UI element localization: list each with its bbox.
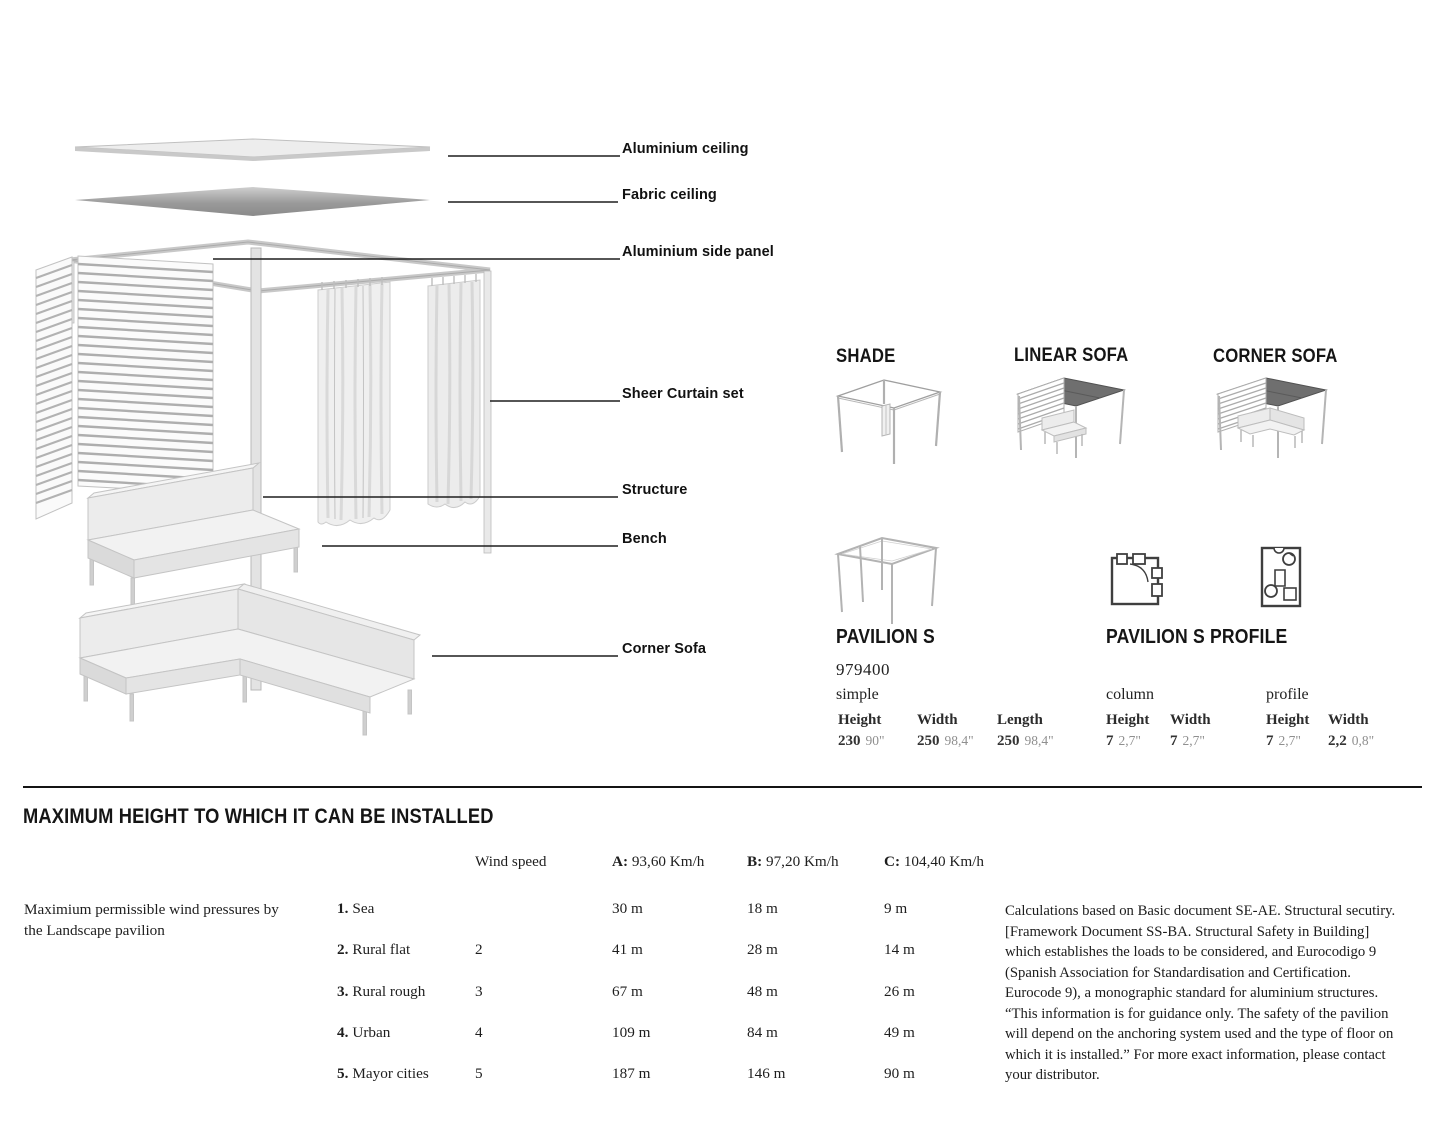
- section-divider: [23, 786, 1422, 788]
- beam-profile-icon: [1256, 542, 1306, 612]
- shade-thumbnail: [832, 372, 947, 467]
- calculation-disclaimer: Calculations based on Basic document SE-AE. Structural secutiry. [Framework Document SS-BA. Structural Safety in Building] which establishes the loads to be considered, and Eurocodigo 9 (Spanish Association for Standardisation and Certification. Eurocode 9), a monographic standard for aluminium structures. “This information is for guidance only. The safety of the pavilion will depend on the anchoring system used and the type of floor on which it is installed.” For more exact information, please contact your distributor.: [1005, 903, 1396, 1083]
- dim-value: 230 90": [838, 733, 885, 749]
- dim-header: Height: [838, 712, 882, 728]
- pavilion-s-profile-title: PAVILION S PROFILE: [1106, 626, 1288, 648]
- col-header-b: B: 97,20 Km/h: [747, 853, 839, 870]
- dim-value: 250 98,4": [997, 733, 1054, 749]
- variant-title-corner-sofa: CORNER SOFA: [1213, 346, 1338, 367]
- corner-sofa-thumbnail: [1212, 368, 1332, 463]
- dim-value: 7 2,7": [1266, 733, 1301, 749]
- dim-header: Width: [1170, 712, 1211, 728]
- dim-value: 7 2,7": [1106, 733, 1141, 749]
- pavilion-s-title: PAVILION S: [836, 626, 935, 648]
- column-group-label: column: [1106, 686, 1154, 703]
- dim-value: 250 98,4": [917, 733, 974, 749]
- column-profile-icon: [1106, 548, 1170, 610]
- profile-group-label: profile: [1266, 686, 1309, 703]
- product-sku: 979400: [836, 660, 890, 679]
- dim-value: 2,2 0,8": [1328, 733, 1375, 749]
- aluminium-ceiling-part: [75, 139, 430, 161]
- config-simple-label: simple: [836, 686, 879, 703]
- label-corner-sofa: Corner Sofa: [622, 641, 707, 657]
- pavilion-s-thumbnail: [832, 528, 944, 628]
- label-sheer-curtain-set: Sheer Curtain set: [622, 386, 744, 402]
- wind-pressure-note: Maximium permissible wind pressures by the Landscape pavilion: [24, 901, 279, 939]
- variant-title-linear-sofa: LINEAR SOFA: [1014, 345, 1129, 366]
- col-header-c: C: 104,40 Km/h: [884, 853, 984, 870]
- sheer-curtain-part: [318, 274, 480, 526]
- variant-title-shade: SHADE: [836, 346, 896, 367]
- fabric-ceiling-part: [75, 187, 430, 216]
- linear-sofa-thumbnail: [1012, 368, 1130, 463]
- dim-header: Height: [1266, 712, 1310, 728]
- label-structure: Structure: [622, 482, 688, 498]
- dim-header: Height: [1106, 712, 1150, 728]
- spec-sheet-page: Aluminium ceiling Fabric ceiling Aluminium side panel Sheer Curtain set Structure Bench Corner Sofa SHADE LINEAR SOFA CORNER SOFA PAVILION S PAVILION S PROFILE 979400 simple column profile Height Width Length 230 90" 250 98,4" 250 98,4" Height Width 7 2,7" 7 2,7" Height Width 7 2,7" 2,2 0,8" MAXIMUM HEIGHT TO WHICH IT CAN BE INSTALLED Wind speed A: 93,60 Km/h B: 97,20 Km/h C: 104,40 Km/h Maximium permissible wind pressures by the Landscape pavilion 1. Sea 30 m 18 m 9 m 2. Rural flat 2 41 m 28 m 14 m 3. Rural rough 3 67 m 48 m 26 m 4. Urban 4 109 m 84 m 49 m 5. Mayor cities 5 187 m 146 m 90 m Calculations based on Basic document SE-AE. Structural secutiry. [Framework Document SS-BA. Structural Safety in Building] which establishes the loads to be considered, and Eurocodigo 9 (Spanish Association for Standardisation and Certification. Eurocode 9), a monographic standard for aluminium structures. “This information is for guidance only. The safety of the pavilion will depend on the anchoring system used and the type of floor on which it is installed.” For more exact information, please contact your distributor.: [0, 0, 1445, 1126]
- corner-sofa-part: [80, 584, 420, 735]
- label-aluminium-ceiling: Aluminium ceiling: [622, 141, 749, 157]
- col-header-a: A: 93,60 Km/h: [612, 853, 705, 870]
- exploded-pavilion-diagram: [0, 130, 660, 770]
- col-header-wind-speed: Wind speed: [475, 853, 547, 870]
- label-bench: Bench: [622, 531, 667, 547]
- dim-header: Width: [917, 712, 958, 728]
- dim-header: Length: [997, 712, 1043, 728]
- dim-header: Width: [1328, 712, 1369, 728]
- label-aluminium-side-panel: Aluminium side panel: [622, 244, 774, 260]
- installation-section-title: MAXIMUM HEIGHT TO WHICH IT CAN BE INSTALLED: [23, 804, 494, 828]
- dim-value: 7 2,7": [1170, 733, 1205, 749]
- label-fabric-ceiling: Fabric ceiling: [622, 187, 717, 203]
- callout-lines: [213, 156, 620, 656]
